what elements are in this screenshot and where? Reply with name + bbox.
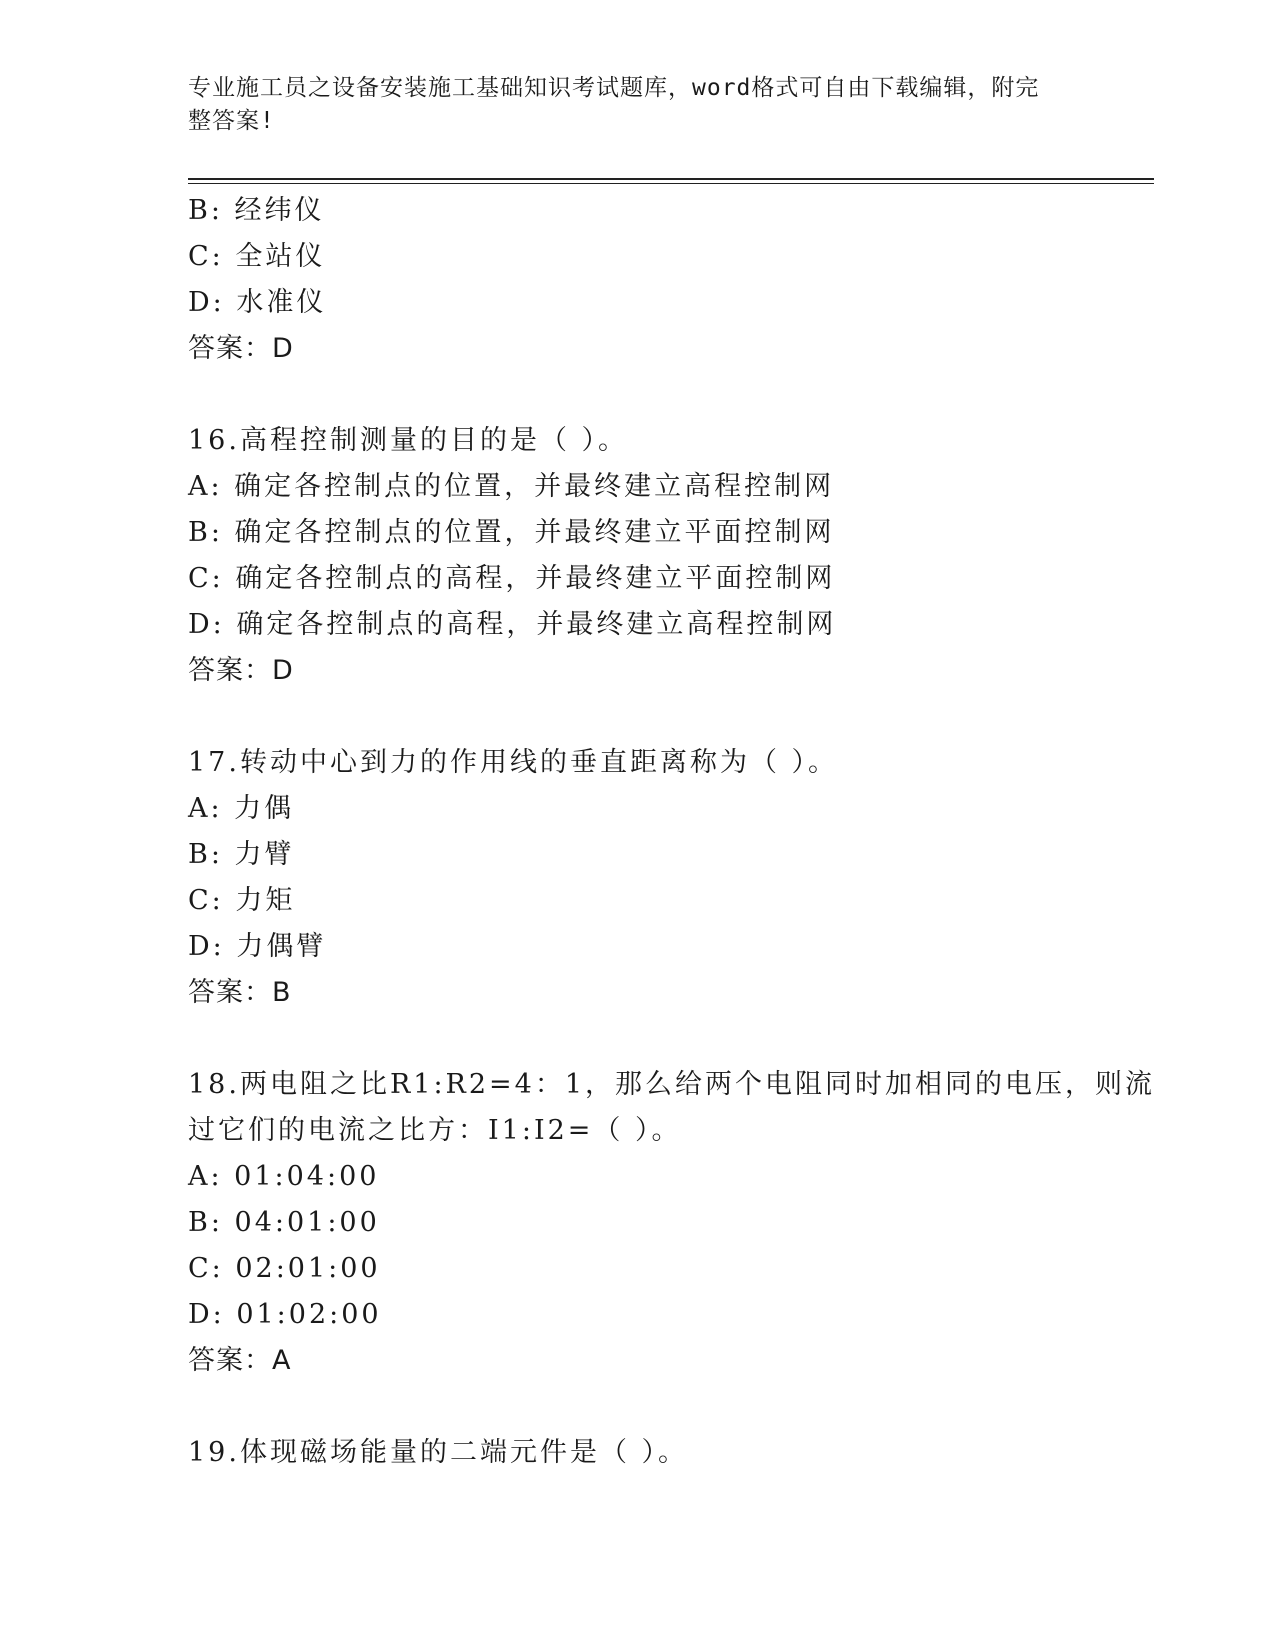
- option-b: B: 确定各控制点的位置，并最终建立平面控制网: [188, 517, 835, 548]
- option-a: A: 力偶: [188, 793, 295, 824]
- question-16: [188, 418, 1088, 694]
- spacer: [188, 694, 1088, 740]
- document-body: [188, 188, 1156, 1476]
- question-text: 17.转动中心到力的作用线的垂直距离称为（ ）。: [188, 747, 839, 778]
- option-d: D: 确定各控制点的高程，并最终建立高程控制网: [188, 609, 837, 640]
- option-d: D: 水准仪: [188, 287, 327, 318]
- question-text-line-2: 过它们的电流之比方：I1:I2=（ ）。: [188, 1115, 682, 1146]
- option-b: B: 力臂: [188, 839, 295, 870]
- option-b: B: 经纬仪: [188, 195, 325, 226]
- question-17: [188, 740, 1088, 1016]
- question-text-line-1: 18.两电阻之比R1:R2=4：1，那么给两个电阻同时加相同的电压，则流: [188, 1069, 1156, 1100]
- question-text: 16.高程控制测量的目的是（ ）。: [188, 425, 629, 456]
- question-text: 19.体现磁场能量的二端元件是（ ）。: [188, 1437, 689, 1468]
- question-19: [188, 1430, 1088, 1476]
- option-b: B: 04:01:00: [188, 1207, 380, 1238]
- question-18: [188, 1062, 1156, 1384]
- header-line-1: 专业施工员之设备安装施工基础知识考试题库，word格式可自由下载编辑，附完: [188, 75, 1040, 101]
- option-a: A: 01:04:00: [188, 1161, 380, 1192]
- answer: 答案：B: [188, 977, 292, 1008]
- option-d: D: 01:02:00: [188, 1299, 382, 1330]
- answer: 答案：A: [188, 1345, 292, 1376]
- answer: 答案：D: [188, 333, 294, 364]
- option-d: D: 力偶臂: [188, 931, 327, 962]
- header-divider-thin: [188, 183, 1154, 184]
- option-c: C: 全站仪: [188, 241, 326, 272]
- option-c: C: 02:01:00: [188, 1253, 381, 1284]
- header-divider: [188, 178, 1154, 180]
- option-c: C: 力矩: [188, 885, 296, 916]
- header-line-2: 整答案!: [188, 108, 275, 134]
- option-c: C: 确定各控制点的高程，并最终建立平面控制网: [188, 563, 836, 594]
- spacer: [188, 1384, 1088, 1430]
- option-a: A: 确定各控制点的位置，并最终建立高程控制网: [188, 471, 835, 502]
- question-15-continued: [188, 188, 1088, 372]
- spacer: [188, 372, 1088, 418]
- answer: 答案：D: [188, 655, 294, 686]
- document-header: [188, 72, 1068, 138]
- spacer: [188, 1016, 1088, 1062]
